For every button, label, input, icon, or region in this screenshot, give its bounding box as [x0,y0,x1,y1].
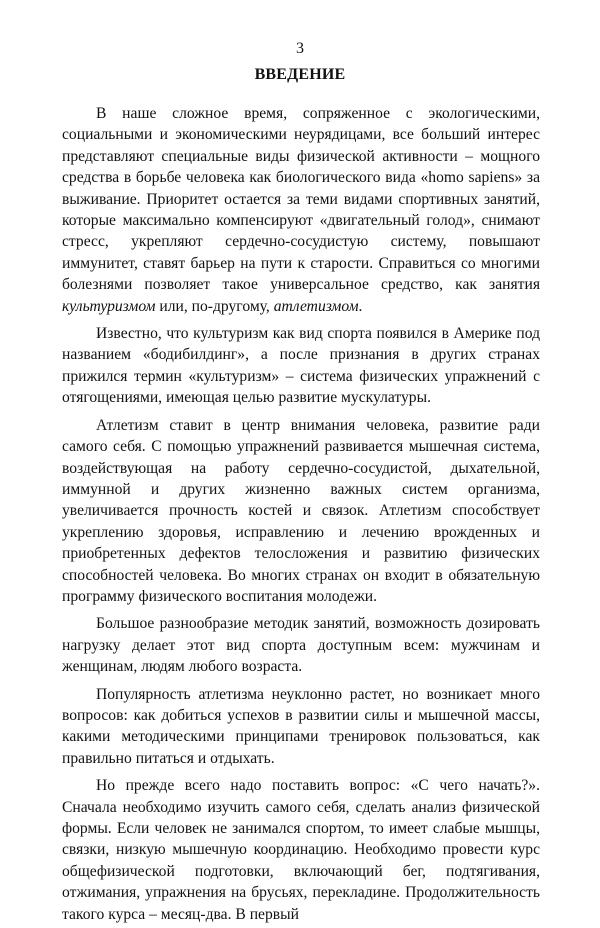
paragraph-1-end: . [358,297,363,315]
paragraph-4: Большое разнообразие методик занятий, возможность дозировать нагрузку делает этот вид спорта доступным всем: мужчинам и женщинам, людям любого возраста. [62,615,540,676]
term-athleticism: атлетизмом [273,297,359,315]
paragraph-5: Популярность атлетизма неуклонно растет, но возникает много вопросов: как добиться успехов в развитии силы и мышечной массы, какими методическими принципами тренировок пользоваться, как правильно питаться и отдыхать. [62,685,540,767]
paragraph-1-middle: или, по-другому, [155,297,274,315]
term-culturism: культуризмом [62,297,156,315]
page-title: ВВЕДЕНИЕ [254,66,346,83]
paragraph-1 [62,103,540,317]
body-text [62,103,540,928]
paragraph-3: Атлетизм ставит в центр внимания человека, развитие ради самого себя. С помощью упражнений развивается мышечная система, воздействующая на работу сердечно-сосудистой, дыхательной, иммунной и других жизненно важных систем организма, увеличивается прочность костей и связок. Атлетизм способствует укреплению здоровья, исправлению и лечению врожденных и приобретенных дефектов телосложения и развитию физических способностей человека. Во многих странах он входит в обязательную программу физического воспитания молодежи. [62,416,540,605]
paragraph-2: Известно, что культуризм как вид спорта появился в Америке под названием «бодибилдинг», а после признания в других странах прижился термин «культуризм» – система физических упражнений с отягощениями, имеющая целью развитие мускулатуры. [62,325,540,407]
paragraph-6: Но прежде всего надо поставить вопрос: «С чего начать?». Сначала необходимо изучить самого себя, сделать анализ физической формы. Если человек не занимался спортом, то имеет слабые мышцы, связки, низкую мышечную координацию. Необходимо провести курс общефизической подготовки, включающий бег, подтягивания, отжимания, упражнения на брусьях, перекладине. Продолжительность такого курса – месяц-два. В первый [62,777,540,923]
paragraph-1-text: В наше сложное время, сопряженное с экологическими, социальными и экономическими неурядицами, все больший интерес представляют специальные виды физической активности – мощного средства в борьбе человека как биологического вида «homo sapiens» за выживание. Приоритет остается за теми видами спортивных занятий, которые максимально компенсируют «двигательный голод», снимают стресс, укрепляют сердечно-сосудистую систему, повышают иммунитет, ставят барьер на пути к старости. Справиться со многими болезнями позволяет такое универсальное средство, как занятия [62,105,540,294]
page-number: 3 [296,40,304,57]
